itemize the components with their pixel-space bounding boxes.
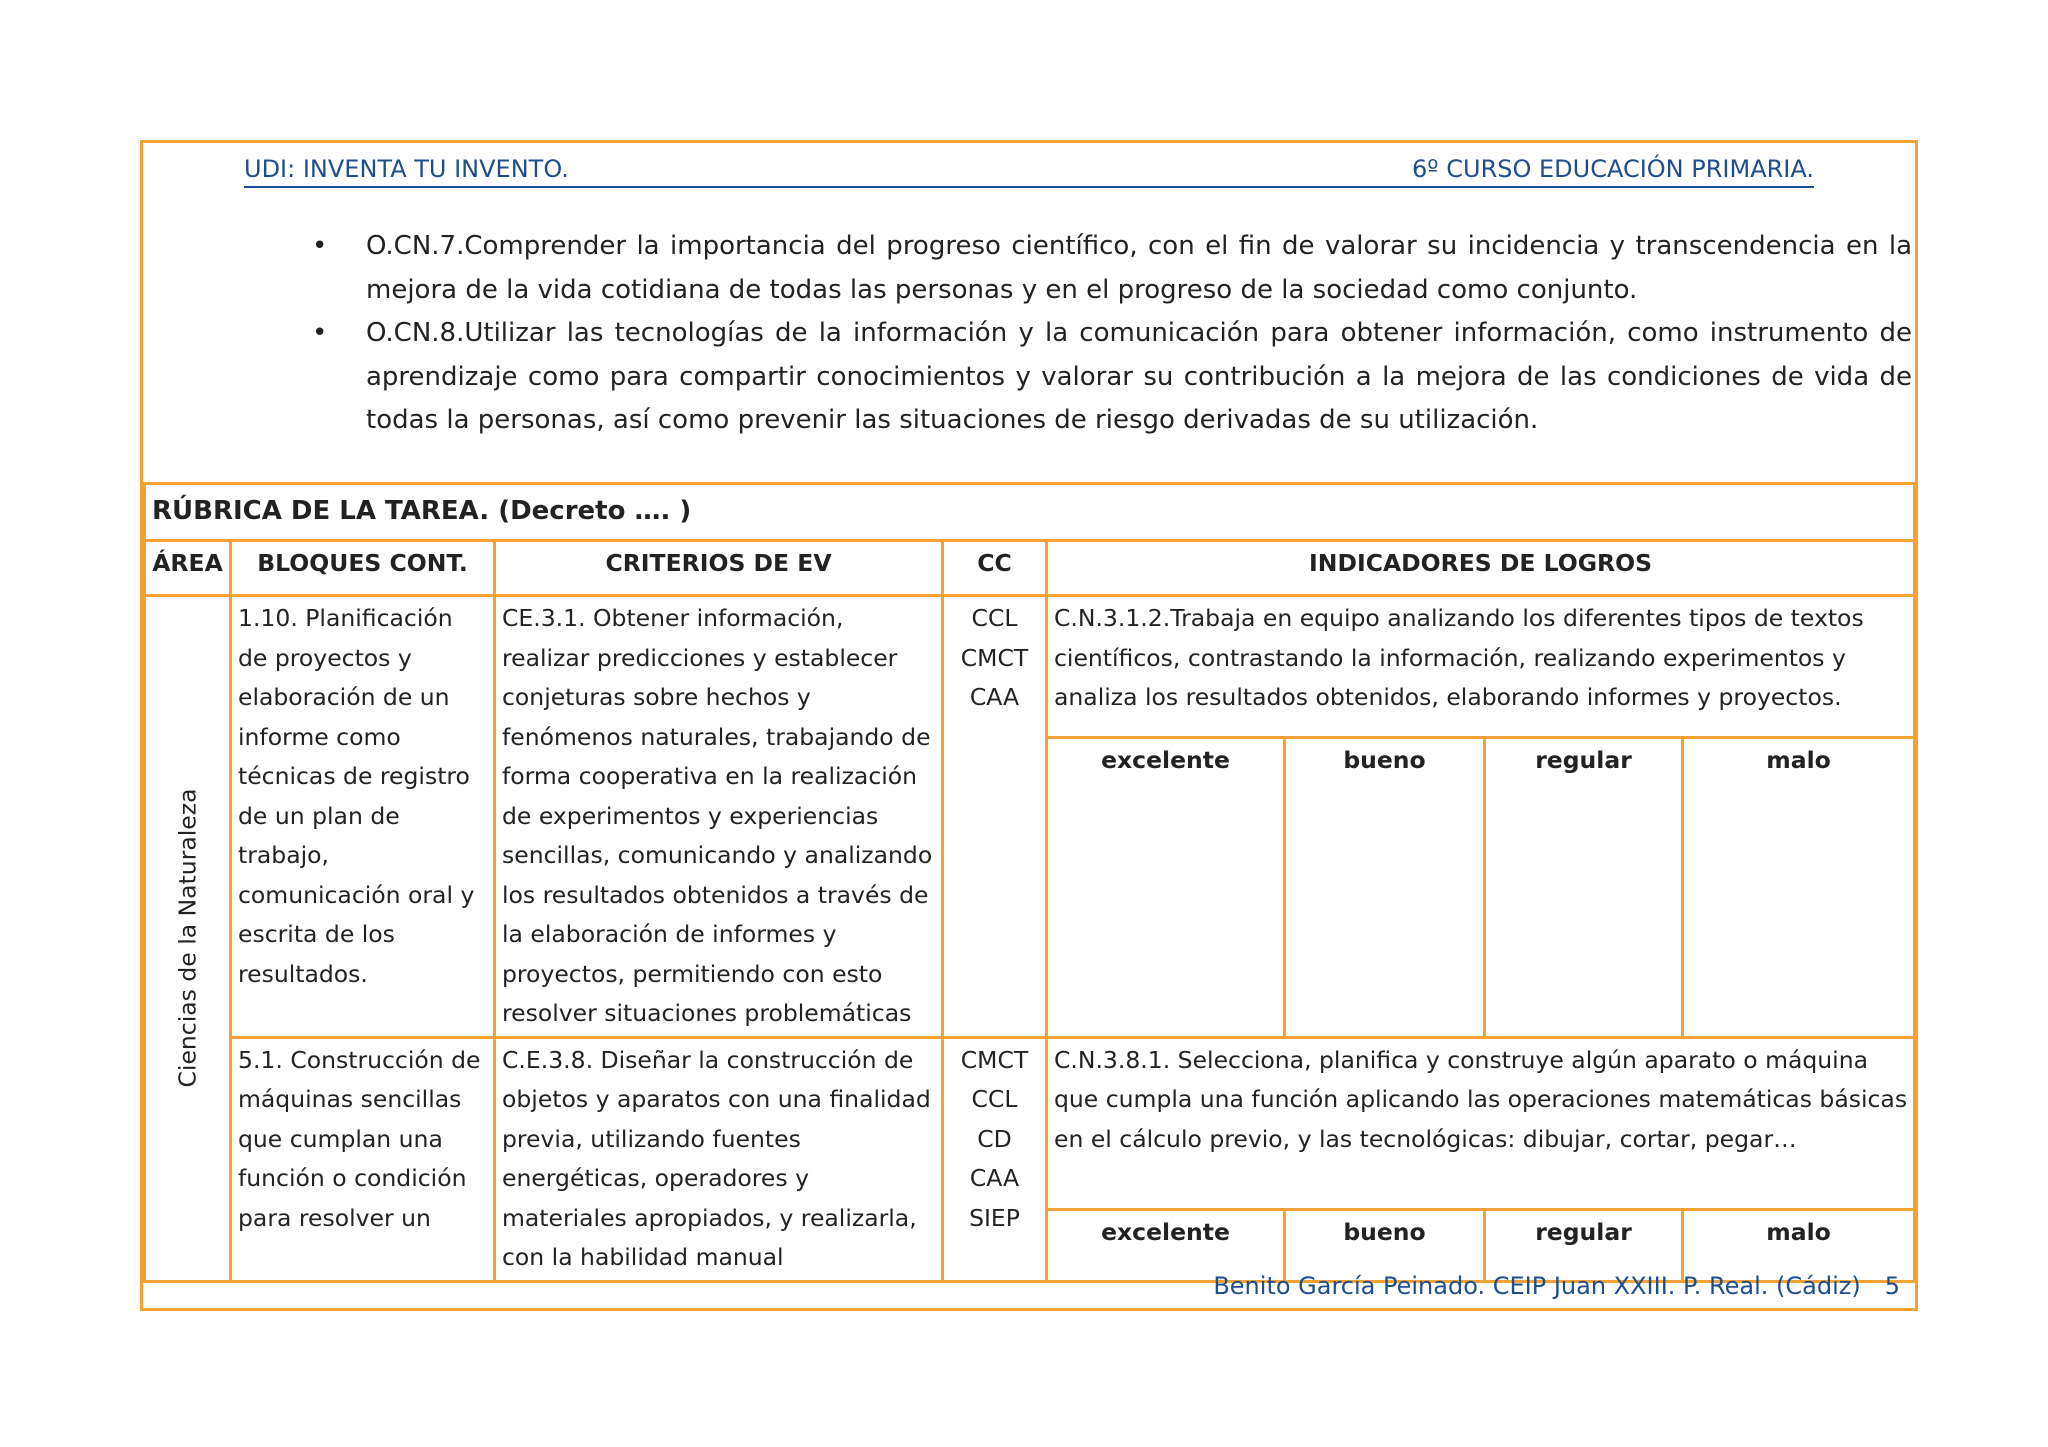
area-cell <box>145 596 231 1282</box>
area-label: Ciencias de la Naturaleza <box>172 788 201 1088</box>
column-header-cc: CC <box>943 541 1047 596</box>
rubric-table <box>143 482 1916 1283</box>
cc-code: CMCT <box>960 1045 1029 1074</box>
cc-code: CD <box>977 1124 1012 1153</box>
level-excelente: excelente <box>1047 1210 1285 1281</box>
bloque-cell: 1.10. Planificación de proyectos y elaboración de un informe como técnicas de registro de un plan de trabajo, comunicación oral y escrita de los resultados. <box>231 596 495 1038</box>
table-row <box>145 1037 1915 1210</box>
indicador-cell: C.N.3.1.2.Trabaja en equipo analizando los diferentes tipos de textos científicos, contrastando la información, realizando experimentos y analiza los resultados obtenidos, elaborando informes y proyectos. <box>1047 596 1915 738</box>
footer-author: Benito García Peinado. CEIP Juan XXIII. P. Real. (Cádiz) <box>1213 1272 1861 1300</box>
level-malo: malo <box>1683 1210 1915 1281</box>
column-header-criterios: CRITERIOS DE EV <box>495 541 943 596</box>
objective-text: O.CN.7.Comprender la importancia del progreso científico, con el fin de valorar su incidencia y transcendencia en la mejora de la vida cotidiana de todas las personas y en el progreso de la sociedad como conjunto. <box>366 231 1912 305</box>
objective-text: O.CN.8.Utilizar las tecnologías de la información y la comunicación para obtener información, como instrumento de aprendizaje como para compartir conocimientos y valorar su contribución a la mejora de las condiciones de vida de todas la personas, así como prevenir las situaciones de riesgo derivadas de su utilización. <box>366 318 1912 435</box>
level-bueno: bueno <box>1285 1210 1485 1281</box>
cc-code: SIEP <box>969 1203 1020 1232</box>
page-footer <box>1213 1272 1900 1300</box>
objective-item <box>312 312 1912 443</box>
criterio-cell: CE.3.1. Obtener información, realizar predicciones y establecer conjeturas sobre hechos y fenómenos naturales, trabajando de forma cooperativa en la realización de experimentos y experiencias sencillas, comunicando y analizando los resultados obtenidos a través de la elaboración de informes y proyectos, permitiendo con esto resolver situaciones problemáticas <box>495 596 943 1038</box>
bullet-icon: • <box>312 318 328 348</box>
column-header-bloques: BLOQUES CONT. <box>231 541 495 596</box>
objectives-list <box>312 225 1912 443</box>
rubric-title: RÚBRICA DE LA TAREA. (Decreto …. ) <box>145 484 1915 541</box>
cc-code: CMCT <box>960 643 1029 672</box>
level-regular: regular <box>1485 738 1683 1037</box>
level-malo: malo <box>1683 738 1915 1037</box>
cc-cell <box>943 596 1047 1038</box>
level-excelente: excelente <box>1047 738 1285 1037</box>
cc-code: CCL <box>971 1085 1018 1113</box>
level-bueno: bueno <box>1285 738 1485 1037</box>
cc-code: CAA <box>969 1164 1020 1192</box>
header-udi-title: UDI: INVENTA TU INVENTO. <box>244 155 569 183</box>
level-regular: regular <box>1485 1210 1683 1281</box>
column-header-indicadores: INDICADORES DE LOGROS <box>1047 541 1915 596</box>
column-header-area: ÁREA <box>145 541 231 596</box>
bullet-icon: • <box>312 231 328 261</box>
header-course: 6º CURSO EDUCACIÓN PRIMARIA. <box>1412 155 1814 183</box>
table-row <box>145 596 1915 738</box>
cc-code: CCL <box>971 604 1018 632</box>
page-header <box>244 150 1814 188</box>
bloque-cell: 5.1. Construcción de máquinas sencillas que cumplan una función o condición para resolver un <box>231 1037 495 1281</box>
cc-cell <box>943 1037 1047 1281</box>
objective-item <box>312 225 1912 312</box>
cc-code: CAA <box>969 683 1020 711</box>
criterio-cell: C.E.3.8. Diseñar la construcción de objetos y aparatos con una finalidad previa, utilizando fuentes energéticas, operadores y materiales apropiados, y realizarla, con la habilidad manual <box>495 1037 943 1281</box>
indicador-cell: C.N.3.8.1. Selecciona, planifica y construye algún aparato o máquina que cumpla una función aplicando las operaciones matemáticas básicas en el cálculo previo, y las tecnológicas: dibujar, cortar, pegar… <box>1047 1037 1915 1210</box>
page-number: 5 <box>1884 1272 1900 1300</box>
